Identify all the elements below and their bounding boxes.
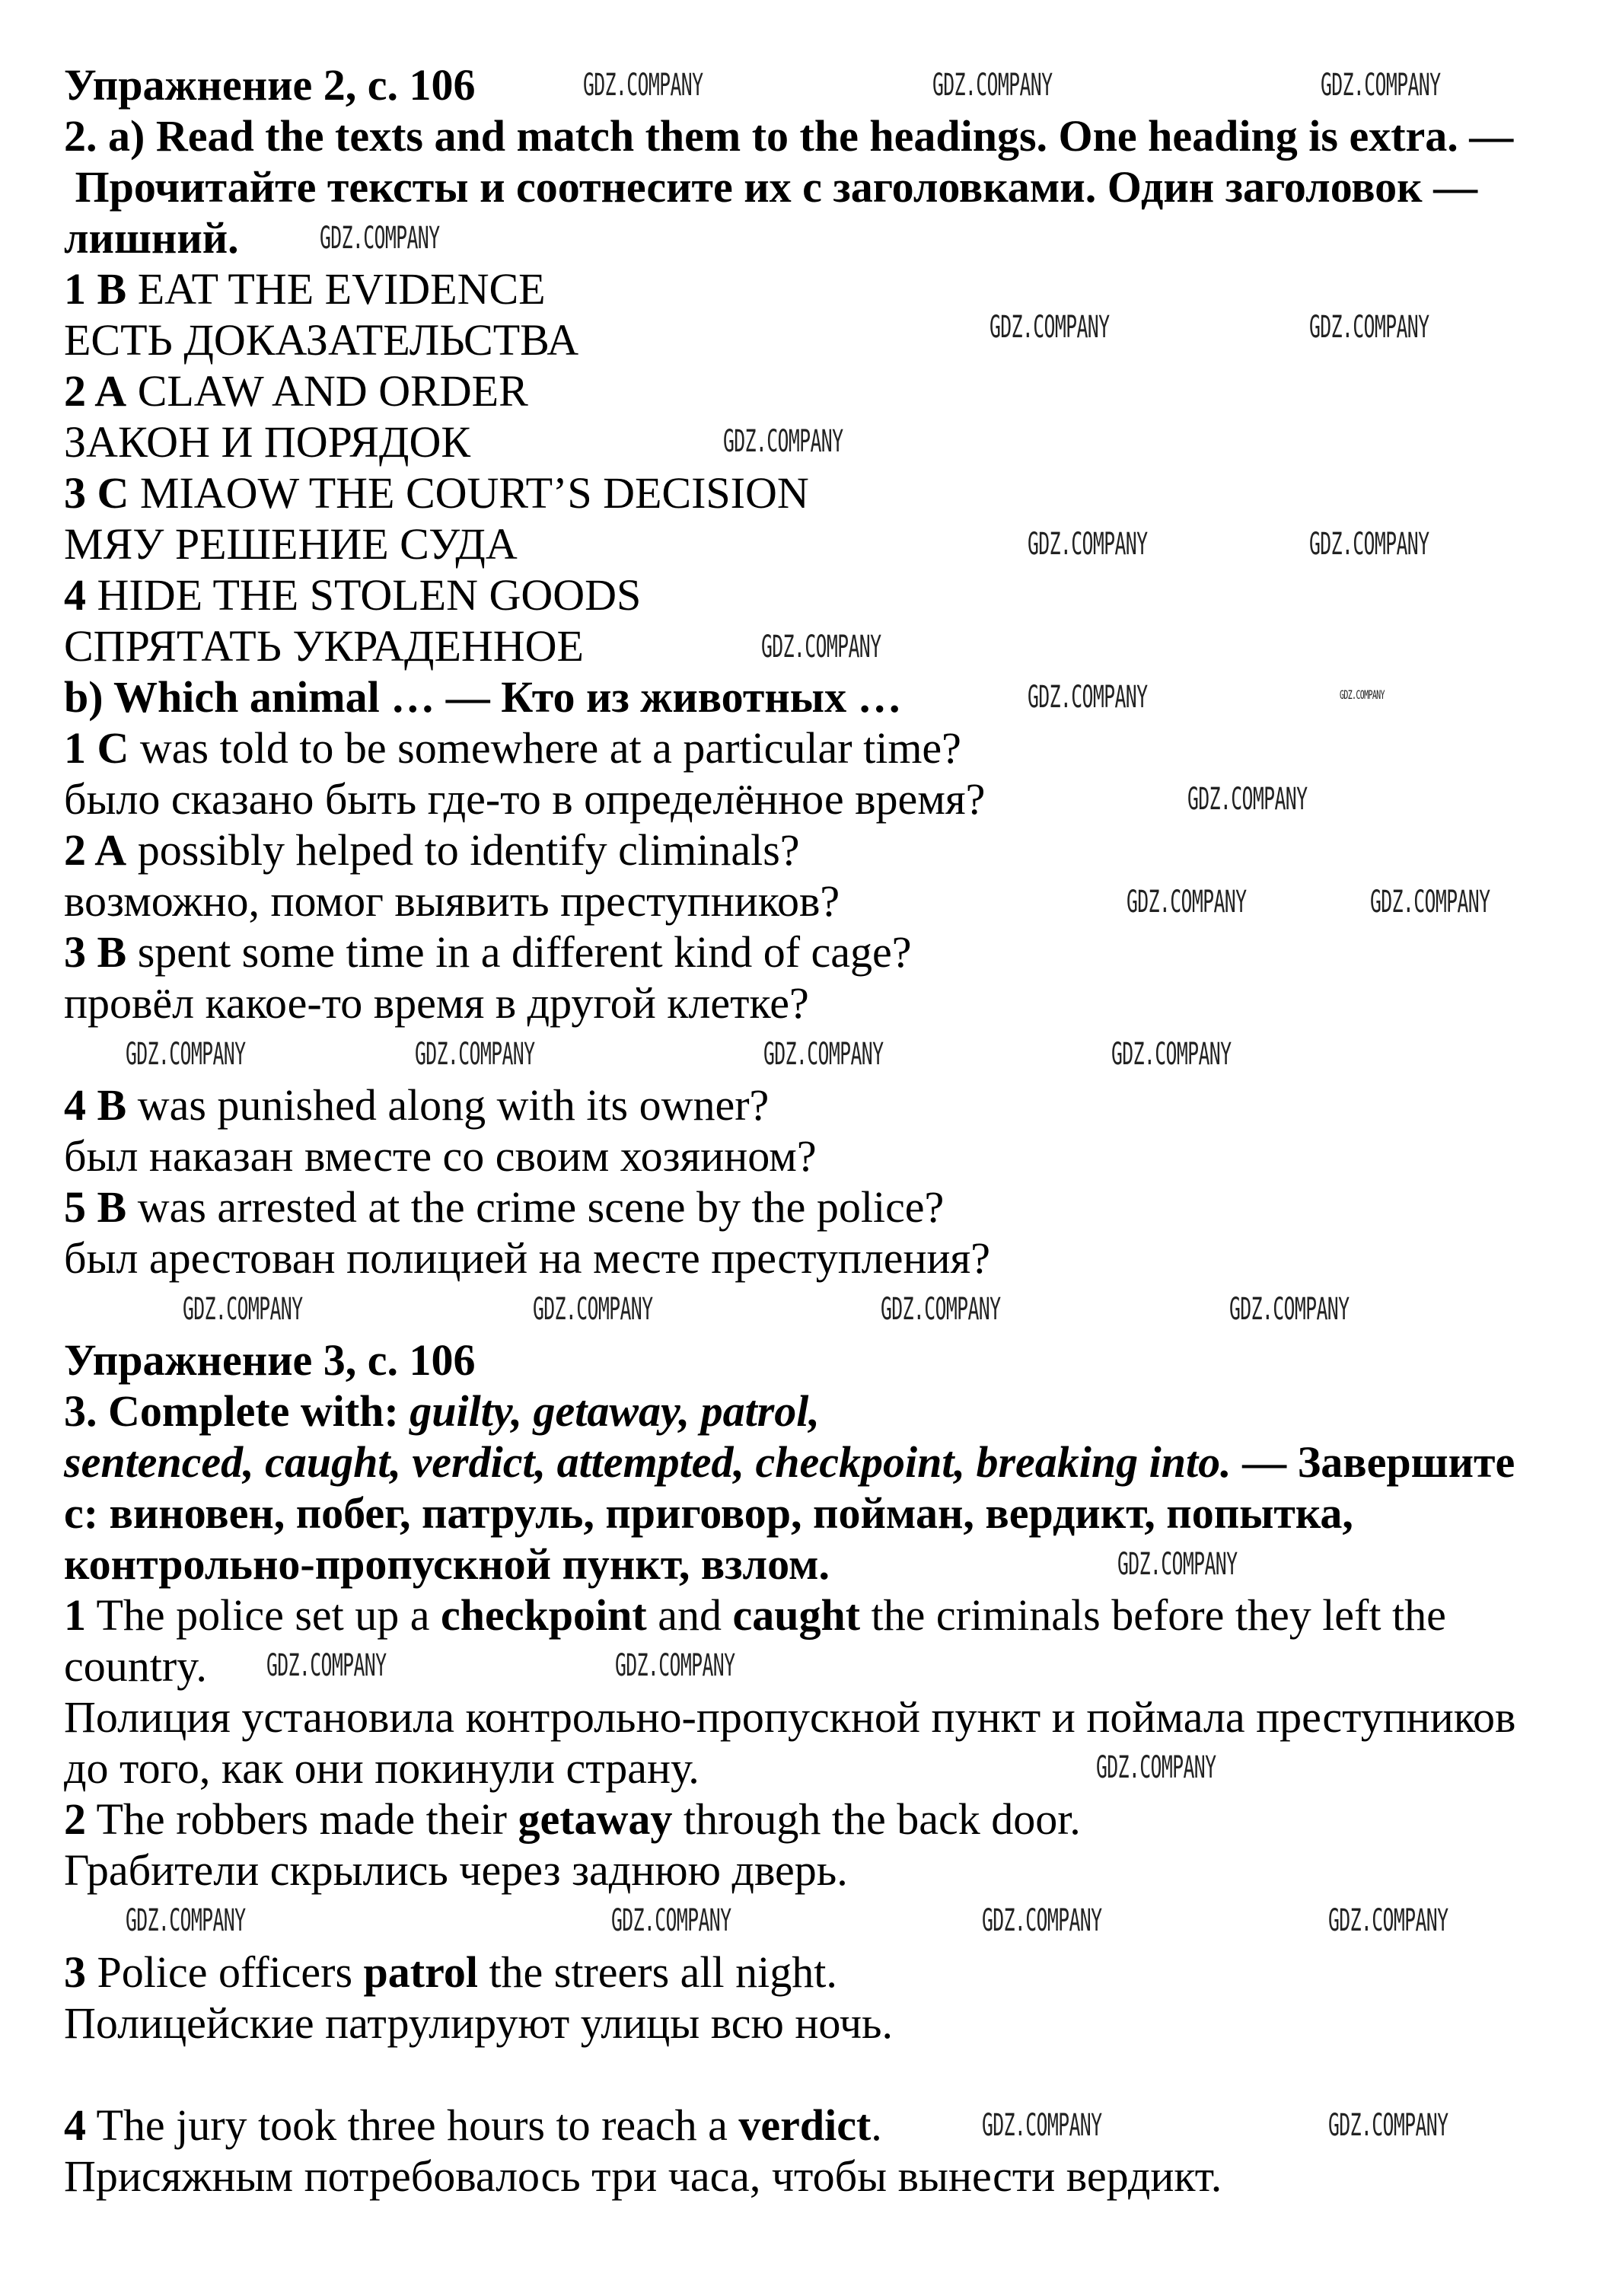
bold-text: контрольно-пропускной пункт, взлом. [64,1539,830,1589]
watermark: GDZ.COMPANY [1229,1292,1350,1327]
bold-text: guilty, getaway, patrol, [410,1386,820,1436]
bold-text: Упражнение 3, с. 106 [64,1335,476,1385]
text-line [64,161,1580,212]
bold-text: 2 A [64,366,127,416]
bold-text: getaway [518,1794,673,1844]
text: country. [64,1641,207,1691]
text-line [64,1335,1580,1386]
text: the streers all night. [477,1947,837,1997]
watermark: GDZ.COMPANY [1117,1547,1238,1582]
bold-text: 3 B [64,927,127,977]
watermark: GDZ.COMPANY [1321,68,1441,103]
text: was told to be somewhere at a particular time? [129,723,961,773]
watermark: GDZ.COMPANY [320,221,440,256]
watermark: GDZ.COMPANY [761,630,881,665]
text: Полиция установила контрольно-пропускной пункт и поймала преступников [64,1692,1516,1742]
watermark: GDZ.COMPANY [1328,2108,1448,2143]
bold-text: 1 C [64,723,129,773]
text: возможно, помог выявить преступников? [64,876,840,926]
text-line [64,1130,1580,1181]
watermark: GDZ.COMPANY [763,1037,884,1072]
text-line [64,365,1580,416]
text: MIAOW THE COURT’S DECISION [129,468,809,518]
text: the criminals before they left the [860,1590,1446,1640]
bold-text: 2 A [64,825,127,875]
bold-text: 2 [64,1794,86,1844]
text-line [64,773,1580,824]
text-line [64,1743,1580,1794]
bold-text: caught [732,1590,861,1640]
text: was arrested at the crime scene by the police? [126,1182,945,1232]
text: CLAW AND ORDER [126,366,528,416]
watermark: GDZ.COMPANY [1370,885,1490,920]
text: The police set up a [86,1590,441,1640]
bold-text: 3 [64,1947,86,1997]
text: possibly helped to identify climinals? [126,825,800,875]
text: Полицейские патрулируют улицы всю ночь. [64,1998,894,2048]
text-line [64,1488,1580,1539]
text-line [64,110,1580,161]
watermark: GDZ.COMPANY [1309,527,1429,562]
text-line [64,1845,1580,1896]
watermark: GDZ.COMPANY [881,1292,1001,1327]
watermark: GDZ.COMPANY [990,310,1110,345]
text-line [64,1181,1580,1233]
text: ЕСТЬ ДОКАЗАТЕЛЬСТВА [64,315,579,365]
text: было сказано быть где-то в определённое время? [64,774,986,824]
text-line [64,977,1580,1028]
watermark: GDZ.COMPANY [533,1292,653,1327]
text: and [646,1590,733,1640]
text-line [64,467,1580,518]
watermark: GDZ.COMPANY [415,1037,535,1072]
bold-text: с: виновен, побег, патруль, приговор, пойман, вердикт, попытка, [64,1488,1353,1538]
text: был арестован полицией на месте преступления? [64,1233,990,1283]
text-line [64,1998,1580,2049]
bold-text: Прочитайте тексты и соотнесите их с заголовками. Один заголовок — [64,162,1478,212]
watermark: GDZ.COMPANY [1340,687,1385,702]
text: МЯУ РЕШЕНИЕ СУДА [64,519,518,569]
text-line [64,875,1580,926]
text-line [64,263,1580,314]
bold-text: 2. a) Read the texts and match them to the headings. One heading is extra. — [64,111,1514,161]
text: до того, как они покинули страну. [64,1743,700,1793]
watermark: GDZ.COMPANY [183,1292,303,1327]
watermark: GDZ.COMPANY [982,1903,1102,1938]
watermark: GDZ.COMPANY [1127,885,1247,920]
text: ЗАКОН И ПОРЯДОК [64,417,471,467]
watermark: GDZ.COMPANY [1028,680,1148,715]
text-line [64,1437,1580,1488]
bold-text: 5 B [64,1182,127,1232]
text: СПРЯТАТЬ УКРАДЕННОЕ [64,621,584,671]
watermark: GDZ.COMPANY [1187,782,1308,817]
watermark: GDZ.COMPANY [723,424,843,459]
bold-text: 4 B [64,1080,127,1130]
text-line [64,1539,1580,1590]
watermark: GDZ.COMPANY [126,1037,246,1072]
text: The jury took three hours to reach a [86,2100,739,2150]
text-line [64,1386,1580,1437]
bold-text: 1 [64,1590,86,1640]
text-line [64,2151,1580,2202]
text-line [64,1233,1580,1284]
text: The robbers made their [86,1794,518,1844]
text: . [871,2100,882,2150]
watermark: GDZ.COMPANY [611,1903,731,1938]
text: spent some time in a different kind of cage? [126,927,912,977]
text-line [64,1947,1580,1998]
watermark: GDZ.COMPANY [982,2108,1102,2143]
text-line [64,1079,1580,1130]
text-line [64,722,1580,773]
bold-text: 4 [64,2100,86,2150]
text: HIDE THE STOLEN GOODS [86,570,642,620]
text-line [64,212,1580,263]
text-line [64,569,1580,620]
bold-text: Упражнение 2, с. 106 [64,60,476,110]
text-line [64,1692,1580,1743]
bold-text: patrol [363,1947,478,1997]
watermark: GDZ.COMPANY [1028,527,1148,562]
text: провёл какое-то время в другой клетке? [64,978,809,1028]
watermark: GDZ.COMPANY [583,68,703,103]
bold-text: b) Which animal … — Кто из животных … [64,672,902,722]
document-body [64,59,1580,2202]
watermark: GDZ.COMPANY [615,1648,735,1683]
text: was punished along with its owner? [126,1080,770,1130]
watermark: GDZ.COMPANY [1309,310,1429,345]
watermark: GDZ.COMPANY [1111,1037,1232,1072]
watermark: GDZ.COMPANY [126,1903,246,1938]
text-line [64,926,1580,977]
bold-text: verdict [738,2100,872,2150]
text: EAT THE EVIDENCE [126,264,546,314]
text: Грабители скрылись через заднюю дверь. [64,1845,848,1895]
text: Присяжным потребовалось три часа, чтобы вынести вердикт. [64,2151,1222,2201]
watermark: GDZ.COMPANY [932,68,1053,103]
watermark: GDZ.COMPANY [266,1648,387,1683]
bold-text: лишний. [64,213,239,263]
bold-text: 3 C [64,468,129,518]
text-line [64,1590,1580,1641]
bold-text: 4 [64,570,86,620]
bold-text: 3. Complete with: [64,1386,410,1436]
bold-text: — Завершите [1231,1437,1515,1487]
bold-text: checkpoint [441,1590,647,1640]
bold-text: 1 B [64,264,127,314]
watermark: GDZ.COMPANY [1096,1750,1216,1785]
text: through the back door. [672,1794,1081,1844]
text: Police officers [86,1947,364,1997]
watermark: GDZ.COMPANY [1328,1903,1448,1938]
text-line [64,824,1580,875]
blank-line [64,2049,1580,2100]
text-line [64,1794,1580,1845]
bold-text: sentenced, caught, verdict, attempted, checkpoint, breaking into. [64,1437,1232,1487]
text: был наказан вместе со своим хозяином? [64,1131,817,1181]
